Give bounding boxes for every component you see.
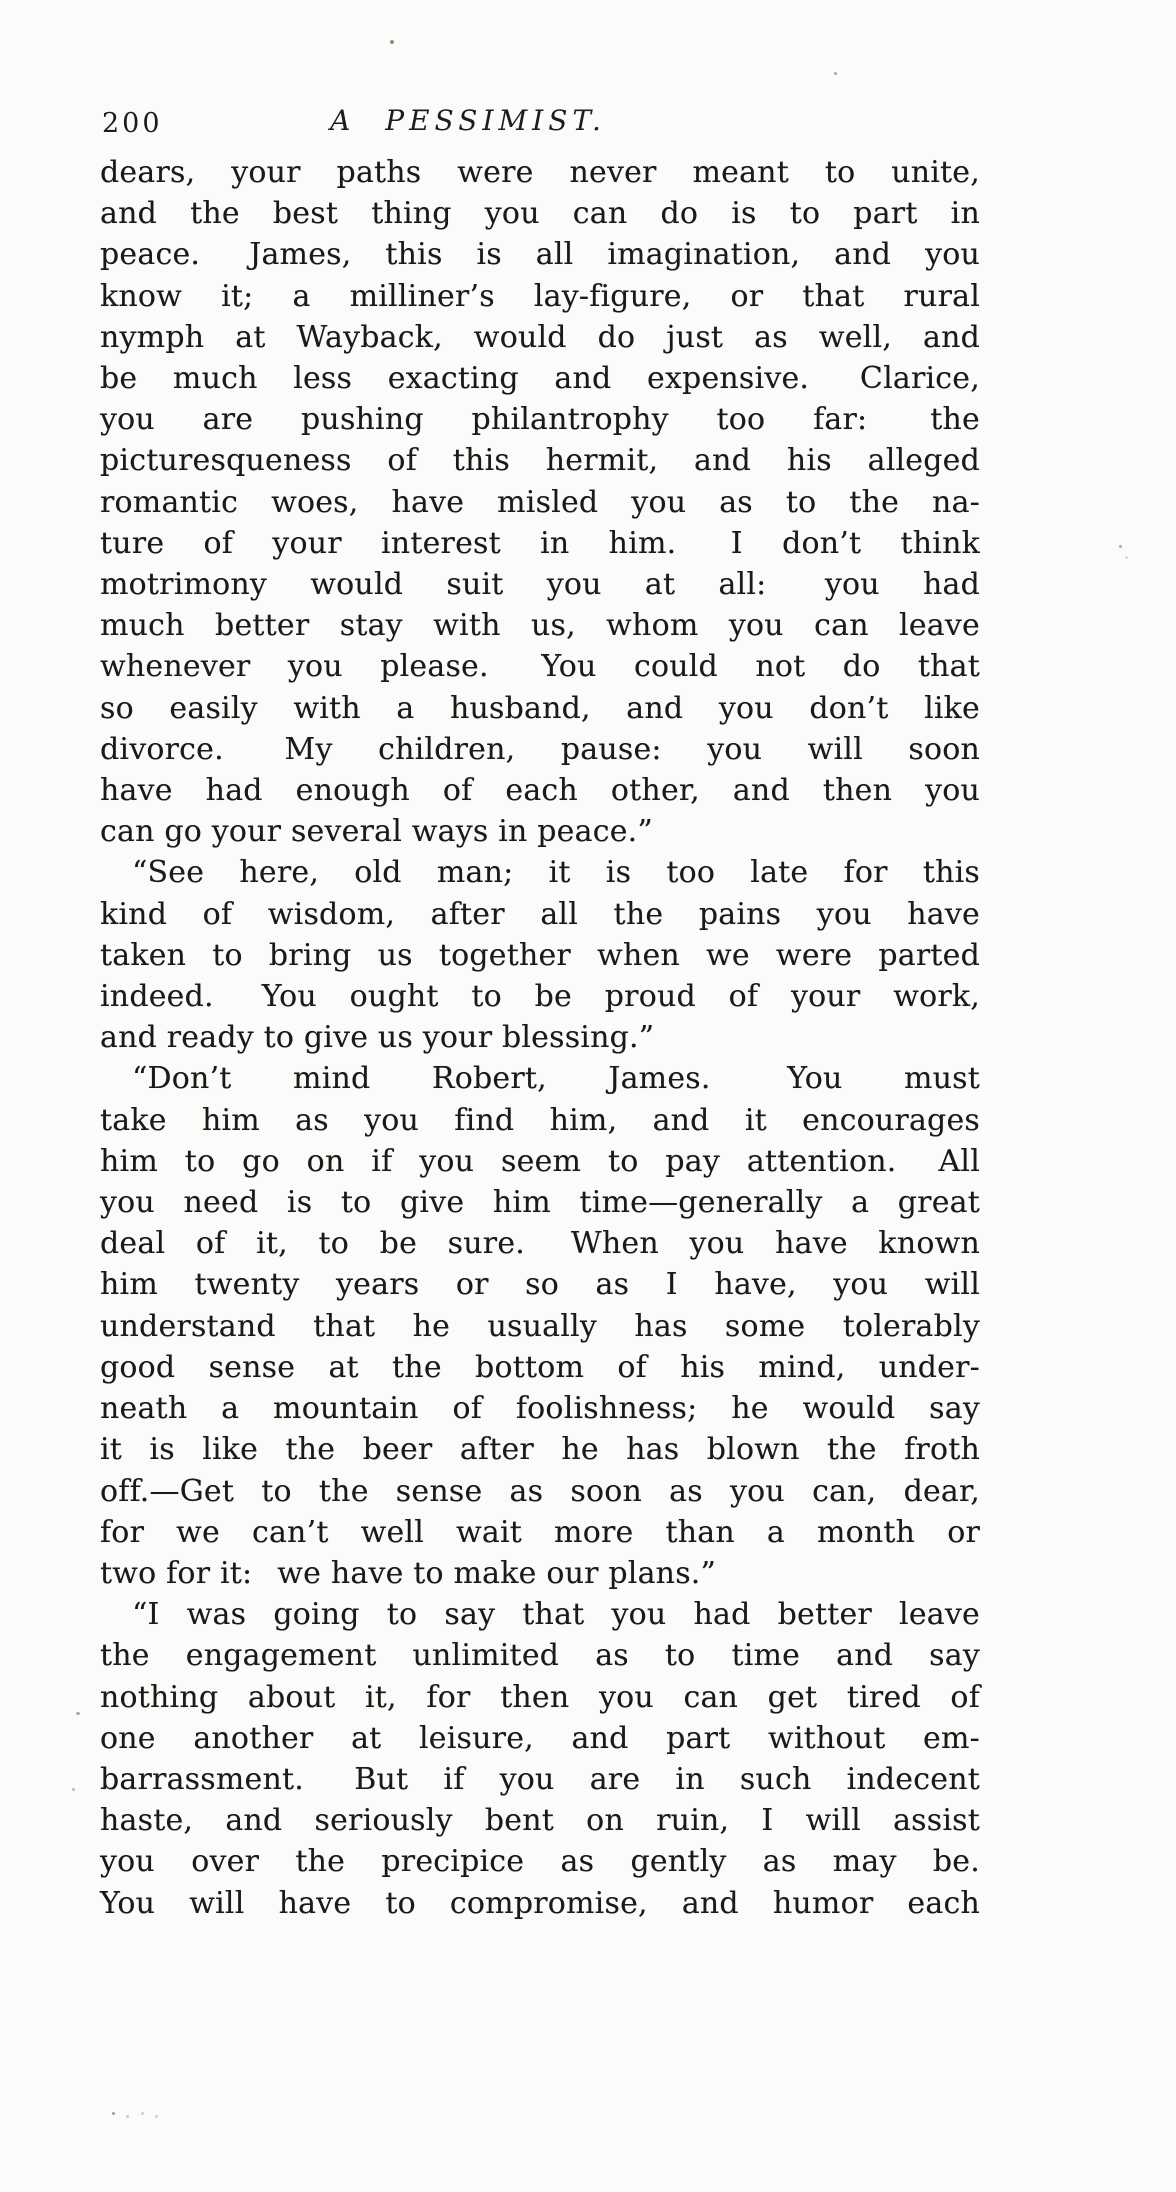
text-line: “Don’t mind Robert, James. You must — [132, 1061, 980, 1097]
scan-speck — [76, 1712, 80, 1715]
text-line: divorce. My children, pause: you will soon — [100, 731, 980, 767]
text-line: two for it: we have to make our plans.” — [100, 1555, 717, 1591]
text-line: one another at leisure, and part without em- — [100, 1720, 980, 1756]
text-line: kind of wisdom, after all the pains you have — [100, 896, 980, 932]
paragraph — [100, 1058, 980, 1594]
paragraph — [100, 852, 980, 1058]
paragraph — [100, 152, 980, 852]
text-line: off.—Get to the sense as soon as you can, dear, — [100, 1473, 980, 1509]
text-line: nothing about it, for then you can get tired of — [100, 1679, 980, 1715]
text-line: have had enough of each other, and then you — [100, 773, 980, 809]
text-line: so easily with a husband, and you don’t like — [100, 690, 980, 726]
page-number: 200 — [102, 108, 163, 139]
text-line: you over the precipice as gently as may be. — [100, 1844, 980, 1880]
scan-speck — [112, 2112, 115, 2115]
running-title: A PESSIMIST. — [330, 104, 606, 137]
text-line: him to go on if you seem to pay attention. All — [100, 1143, 980, 1179]
text-line: it is like the beer after he has blown the froth — [100, 1432, 980, 1468]
text-line: nymph at Wayback, would do just as well, and — [100, 319, 980, 355]
text-line: you are pushing philantrophy too far: the — [100, 402, 980, 438]
text-line: motrimony would suit you at all: you had — [100, 567, 980, 603]
text-line: indeed. You ought to be proud of your work, — [100, 979, 980, 1015]
page-body — [100, 152, 980, 1924]
paragraph — [100, 1594, 980, 1924]
text-line: take him as you find him, and it encourages — [100, 1102, 980, 1138]
text-line: “I was going to say that you had better leave — [132, 1597, 980, 1633]
text-line: the engagement unlimited as to time and say — [100, 1638, 980, 1674]
text-line: deal of it, to be sure. When you have known — [100, 1226, 980, 1262]
text-line: and the best thing you can do is to part in — [100, 196, 980, 232]
text-line: neath a mountain of foolishness; he would say — [100, 1391, 980, 1427]
text-line: whenever you please. You could not do that — [100, 649, 980, 685]
text-line: taken to bring us together when we were parted — [100, 937, 980, 973]
text-line: peace. James, this is all imagination, and you — [100, 237, 980, 273]
scan-speck — [834, 72, 837, 75]
scan-speck — [72, 1788, 75, 1791]
text-line: him twenty years or so as I have, you will — [100, 1267, 980, 1303]
text-line: you need is to give him time—generally a great — [100, 1185, 980, 1221]
text-line: picturesqueness of this hermit, and his alleged — [100, 443, 980, 479]
text-line: understand that he usually has some tolerably — [100, 1308, 980, 1344]
text-line: haste, and seriously bent on ruin, I will assist — [100, 1803, 980, 1839]
text-line: much better stay with us, whom you can leave — [100, 608, 980, 644]
text-line: barrassment. But if you are in such indecent — [100, 1761, 980, 1797]
text-line: know it; a milliner’s lay-figure, or that rural — [100, 278, 980, 314]
text-line: be much less exacting and expensive. Clarice, — [100, 361, 980, 397]
scan-speck — [390, 40, 394, 44]
text-line: can go your several ways in peace.” — [100, 814, 653, 850]
text-line: romantic woes, have misled you as to the na- — [100, 484, 980, 520]
page-header — [100, 104, 980, 144]
text-line: You will have to compromise, and humor each — [100, 1885, 980, 1921]
text-line: and ready to give us your blessing.” — [100, 1020, 655, 1056]
text-line: ture of your interest in him. I don’t think — [100, 525, 980, 561]
text-line: “See here, old man; it is too late for this — [132, 855, 980, 891]
text-line: dears, your paths were never meant to unite, — [100, 155, 980, 190]
text-line: for we can’t well wait more than a month or — [100, 1514, 980, 1550]
text-line: good sense at the bottom of his mind, under- — [100, 1349, 980, 1385]
scan-speck — [1119, 545, 1122, 548]
